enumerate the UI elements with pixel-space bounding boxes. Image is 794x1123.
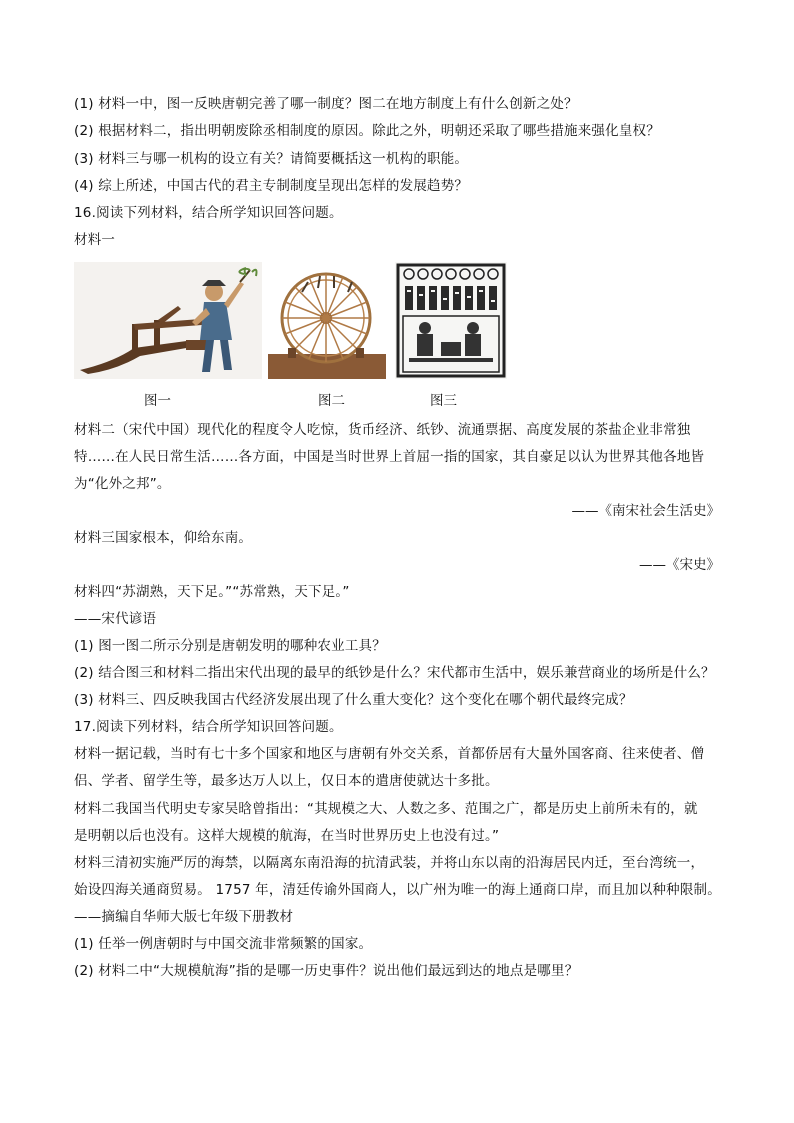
q16-material1-label: 材料一	[74, 232, 116, 248]
q17-material1-line-2: 侣、学者、留学生等，最多达万人以上，仅日本的遣唐使就达十多批。	[74, 773, 499, 789]
q17-source: ——摘编自华师大版七年级下册教材	[74, 909, 294, 925]
q15-subquestion-4: (4) 综上所述，中国古代的君主专制制度呈现出怎样的发展趋势？	[74, 178, 469, 194]
q15-subquestion-2: (2) 根据材料二，指出明朝废除丞相制度的原因。除此之外，明朝还采取了哪些措施来强化皇权？	[74, 123, 660, 139]
q16-material2-line-1: 材料二（宋代中国）现代化的程度令人吃惊，货币经济、纸钞、流通票据、高度发展的茶盐企业非常独	[74, 422, 691, 438]
q17-subquestion-1: (1) 任举一例唐朝时与中国交流非常频繁的国家。	[74, 936, 373, 952]
figure-caption-3: 图三	[430, 393, 457, 409]
q17-material3-line-1: 材料三清初实施严厉的海禁，以隔离东南沿海的抗清武装，并将山东以南的沿海居民内迁，至台湾统一，	[74, 855, 705, 871]
q16-material4-source: ——宋代谚语	[74, 611, 157, 627]
q17-heading: 17.阅读下列材料，结合所学知识回答问题。	[74, 719, 343, 735]
q17-subquestion-2: (2) 材料二中“大规模航海”指的是哪一历史事件？说出他们最远到达的地点是哪里？	[74, 963, 579, 979]
q17-material2-line-1: 材料二我国当代明史专家吴晗曾指出：“其规模之大、人数之多、范围之广，都是历史上前所未有的，就	[74, 801, 698, 817]
plow-illustration	[74, 262, 262, 379]
q16-subquestion-1: (1) 图一图二所示分别是唐朝发明的哪种农业工具？	[74, 638, 386, 654]
q16-material3: 材料三国家根本，仰给东南。	[74, 530, 253, 546]
waterwheel-illustration	[268, 262, 386, 379]
q15-subquestion-1: (1) 材料一中，图一反映唐朝完善了哪一制度？图二在地方制度上有什么创新之处？	[74, 96, 578, 112]
q15-subquestion-3: (3) 材料三与哪一机构的设立有关？请简要概括这一机构的职能。	[74, 151, 469, 167]
q16-material2-source: ——《南宋社会生活史》	[571, 503, 720, 519]
figure-caption-1: 图一	[144, 393, 171, 409]
q16-subquestion-2: (2) 结合图三和材料二指出宋代出现的最早的纸钞是什么？宋代都市生活中，娱乐兼营商业的场所是什么？	[74, 665, 715, 681]
q17-material3-line-2: 始设四海关通商贸易。 1757 年，清廷传谕外国商人，以广州为唯一的海上通商口岸，而且加以种种限制。	[74, 882, 721, 898]
q17-material2-line-2: 是明朝以后也没有。这样大规模的航海，在当时世界历史上也没有过。”	[74, 828, 500, 844]
q16-subquestion-3: (3) 材料三、四反映我国古代经济发展出现了什么重大变化？这个变化在哪个朝代最终完成？	[74, 692, 633, 708]
q16-material2-line-3: 为“化外之邦”。	[74, 476, 171, 492]
q17-material1-line-1: 材料一据记载，当时有七十多个国家和地区与唐朝有外交关系，首都侨居有大量外国客商、往来使者、僧	[74, 746, 705, 762]
q16-material4: 材料四“苏湖熟，天下足。”“苏常熟，天下足。”	[74, 584, 350, 600]
q16-heading: 16.阅读下列材料，结合所学知识回答问题。	[74, 205, 343, 221]
q16-material2-line-2: 特……在人民日常生活……各方面，中国是当时世界上首屈一指的国家，其自豪足以认为世界其他各地皆	[74, 449, 705, 465]
figure-caption-2: 图二	[318, 393, 345, 409]
q16-material3-source: ——《宋史》	[639, 557, 720, 573]
jiaozi-banknote-illustration	[395, 262, 507, 379]
